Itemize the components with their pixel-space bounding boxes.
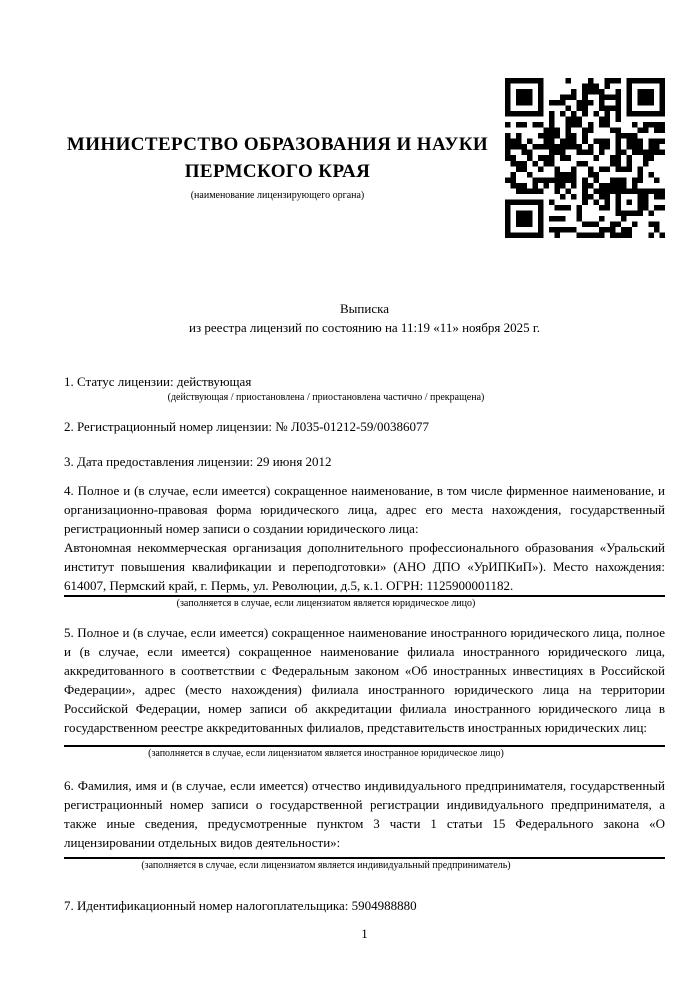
license-status-item xyxy=(64,372,665,405)
title-block xyxy=(64,299,665,337)
document-body xyxy=(64,299,665,915)
license-status-caption: (действующая / приостановлена / приостановлена частично / прекращена) xyxy=(167,392,485,403)
document-subtitle: из реестра лицензий по состоянию на 11:19 «11» ноября 2025 г. xyxy=(189,320,540,335)
foreign-entity-item xyxy=(64,623,665,761)
registration-number-text: 2. Регистрационный номер лицензии: № Л035-01212-59/00386077 xyxy=(64,419,430,434)
entrepreneur-item xyxy=(64,776,665,873)
letterhead xyxy=(64,131,491,202)
letterhead-caption: (наименование лицензирующего органа) xyxy=(190,190,365,201)
taxpayer-number-text: 7. Идентификационный номер налогоплательщика: 5904988880 xyxy=(64,898,417,913)
foreign-entity-caption: (заполняется в случае, если лицензиатом является иностранное юридическое лицо) xyxy=(148,748,504,759)
legal-entity-intro: 4. Полное и (в случае, если имеется) сокращенное наименование, в том числе фирменное наименование, и организационно-правовая форма юридического лица, адрес его места нахождения, государственный регистрационный номер записи о создании юридического лица: xyxy=(64,483,665,536)
entrepreneur-caption: (заполняется в случае, если лицензиатом является индивидуальный предприниматель) xyxy=(141,860,511,871)
ministry-name-line1: МИНИСТЕРСТВО ОБРАЗОВАНИЯ И НАУКИ xyxy=(66,134,489,155)
grant-date-item xyxy=(64,452,665,471)
page-number: 1 xyxy=(361,926,368,941)
ministry-name-line2: ПЕРМСКОГО КРАЯ xyxy=(184,161,371,182)
registration-number-item xyxy=(64,417,665,436)
legal-entity-item xyxy=(64,481,665,611)
document-title: Выписка xyxy=(340,301,389,316)
grant-date-text: 3. Дата предоставления лицензии: 29 июня 2012 xyxy=(64,454,332,469)
legal-entity-caption: (заполняется в случае, если лицензиатом является юридическое лицо) xyxy=(176,598,476,609)
qr-code xyxy=(505,78,665,238)
taxpayer-number-item xyxy=(64,896,665,915)
entrepreneur-text: 6. Фамилия, имя и (в случае, если имеется) отчество индивидуального предпринимателя, государственный регистрационный номер записи о государственной регистрации индивидуального предпринимателя, а также иные сведения, предусмотренные пунктом 3 части 1 статьи 15 Федерального закона «О лицензировании отдельных видов деятельности»: xyxy=(64,778,665,850)
license-status-text: 1. Статус лицензии: действующая xyxy=(64,374,252,389)
foreign-entity-text: 5. Полное и (в случае, если имеется) сокращенное наименование иностранного юридического лица, полное и (в случае, если имеется) сокращенное наименование филиала иностранного юридического лица, аккредитованного в соответствии с Федеральным законом «Об иностранных инвестициях в Российской Федерации», адрес (место нахождения) филиала иностранного юридического лица на территории Российской Федерации, номер записи об аккредитации филиала иностранного юридического лица в государственном реестре аккредитованных филиалов, представительств иностранных юридических лиц: xyxy=(64,625,665,735)
legal-entity-value: Автономная некоммерческая организация дополнительного профессионального образования «Уральский институт повышения квалификации и переподготовки» (АНО ДПО «УрИПКиП»). Место нахождения: 614007, Пермский край, г. Пермь, ул. Революции, д.5, к.1. ОГРН: 1125900001182. xyxy=(64,540,665,593)
